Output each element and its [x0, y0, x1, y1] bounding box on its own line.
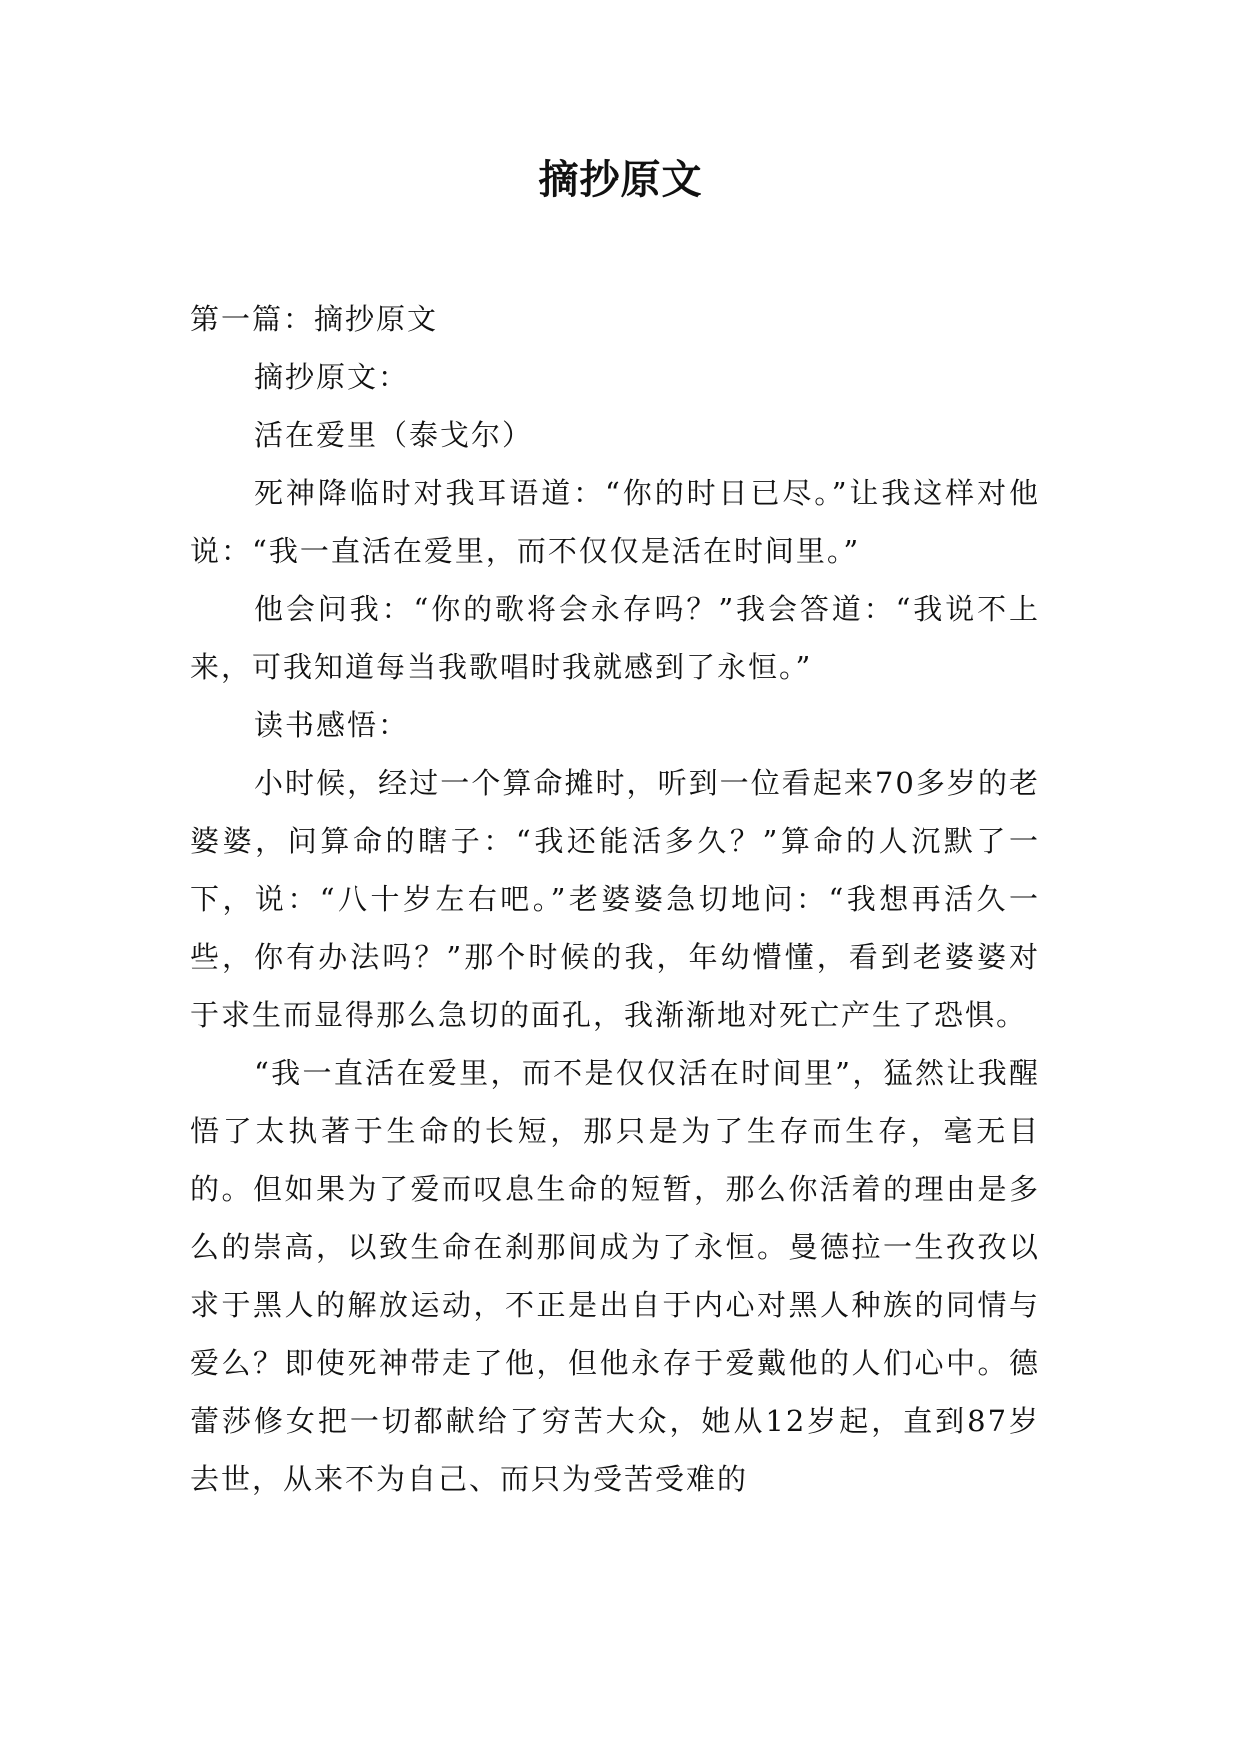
reflection-paragraph: 小时候，经过一个算命摊时，听到一位看起来70多岁的老婆婆，问算命的瞎子：“我还能活多久？”算命的人沉默了一下，说：“八十岁左右吧。”老婆婆急切地问：“我想再活久一些，你有办法吗？”那个时候的我，年幼懵懂，看到老婆婆对于求生而显得那么急切的面孔，我渐渐地对死亡产生了恐惧。 [190, 766, 1040, 1032]
poem-paragraph: 死神降临时对我耳语道：“你的时日已尽。”让我这样对他说：“我一直活在爱里，而不仅仅是活在时间里。” [190, 476, 1040, 568]
reflection-paragraph: “我一直活在爱里，而不是仅仅活在时间里”，猛然让我醒悟了太执著于生命的长短，那只是为了生存而生存，毫无目的。但如果为了爱而叹息生命的短暂，那么你活着的理由是多么的崇高，以致生命在刹那间成为了永恒。曼德拉一生孜孜以求于黑人的解放运动，不正是出自于内心对黑人种族的同情与爱么？即使死神带走了他，但他永存于爱戴他的人们心中。德蕾莎修女把一切都献给了穷苦大众，她从12岁起，直到87岁去世，从来不为自己、而只为受苦受难的 [190, 1056, 1040, 1496]
document-body [190, 290, 1040, 1508]
section-heading: 第一篇：摘抄原文 [190, 302, 439, 336]
excerpt-label: 摘抄原文： [254, 360, 410, 394]
reflection-label: 读书感悟： [254, 708, 410, 742]
document-title: 摘抄原文 [538, 157, 703, 203]
poem-title: 活在爱里（泰戈尔） [254, 418, 534, 452]
poem-paragraph: 他会问我：“你的歌将会永存吗？”我会答道：“我说不上来，可我知道每当我歌唱时我就感到了永恒。” [190, 592, 1040, 684]
